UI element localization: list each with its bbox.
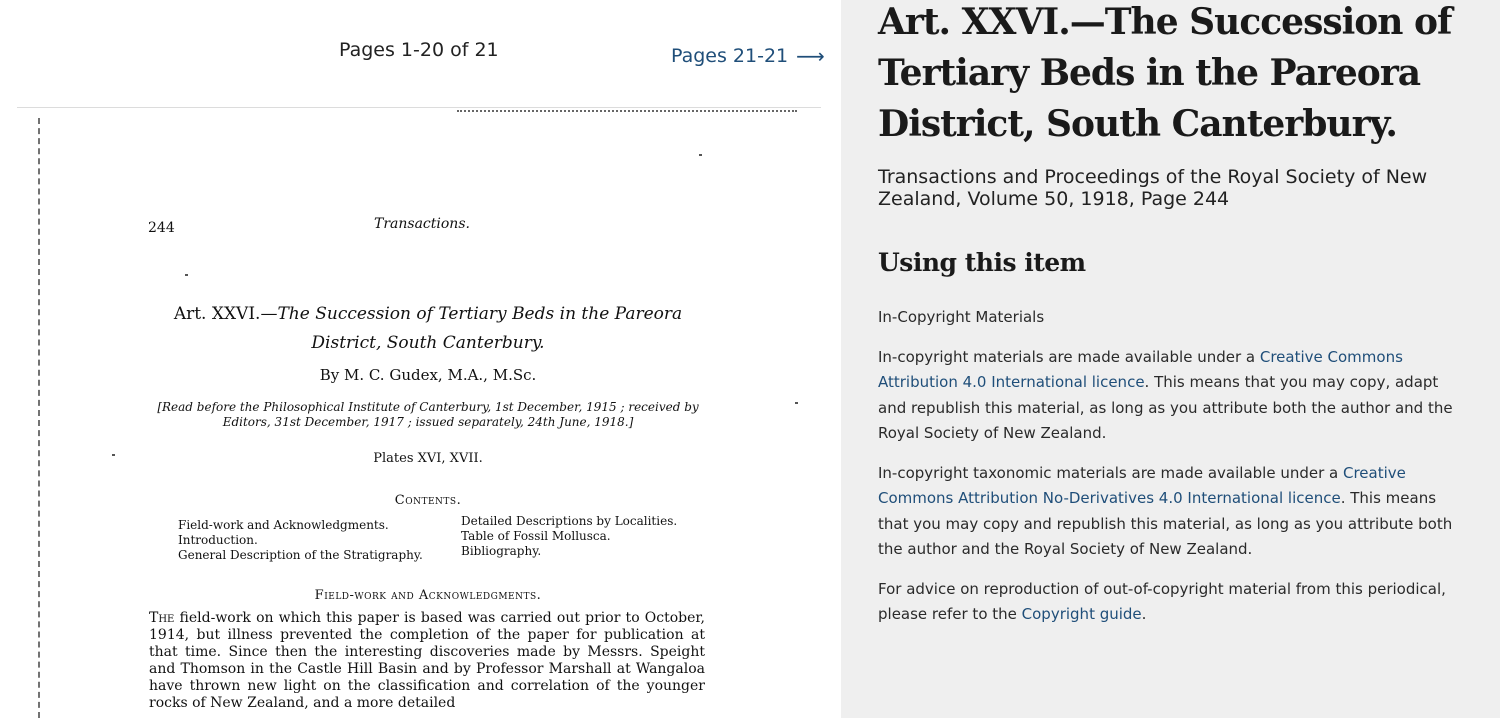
copyright-guide-link[interactable]: Copyright guide [1021, 605, 1142, 623]
scanned-page-image [17, 108, 821, 718]
scan-speck [795, 402, 798, 404]
taxonomic-licence-paragraph [878, 461, 1470, 563]
pager-next-link[interactable] [671, 45, 825, 67]
scan-left-edge [38, 118, 40, 718]
scan-body-first-word: The [149, 610, 175, 626]
item-title: Art. XXVI.—The Succession of Tertiary Beds in the Pareora District, South Canterbury. [878, 1, 1452, 145]
scan-body-paragraph: field-work on which this paper is based was carried out prior to October, 1914, but illness prevented the completion of the paper for publication at that time. Since then the interesting discoveries made by Messrs. Speight and Thomson in the Castle Hill Basin and by Professor Marshall at Wangaloa have thrown new light on the classification and correlation of the younger rocks of New Zealand, and a more detailed [149, 610, 706, 711]
scan-contents-item: Bibliography. [461, 544, 542, 558]
scan-contents-item: Field-work and Acknowledgments. [178, 518, 389, 532]
scan-contents-item: Detailed Descriptions by Localities. [461, 514, 678, 528]
scan-running-head: Transactions. [374, 216, 470, 232]
cc-by-nd-licence-link[interactable]: Creative Commons Attribution No-Derivatives 4.0 International licence [878, 463, 1406, 507]
licence-text: In-copyright taxonomic materials are made available under a [878, 463, 1343, 482]
scan-contents-left [178, 518, 423, 563]
pager-current-range: Pages 1-20 of 21 [339, 39, 499, 61]
scan-contents-item: Introduction. [178, 533, 258, 547]
scan-read-note: [Read before the Philosophical Institute of Canterbury, 1st December, 1915 ; received by Editors, 31st December, 1917 ; issued separately, 24th June, 1918.] [157, 400, 699, 429]
scan-article-number: Art. XXVI.— [173, 304, 278, 324]
item-source: Transactions and Proceedings of the Royal Society of New Zealand, Volume 50, 1918, Page 244 [878, 166, 1428, 210]
licence-paragraph [878, 345, 1470, 447]
advice-text: . [1141, 605, 1147, 623]
copyright-label: In-Copyright Materials [878, 308, 1045, 326]
scan-speck [185, 274, 188, 276]
using-item-heading: Using this item [878, 248, 1086, 277]
scan-byline: By M. C. Gudex, M.A., M.Sc. [319, 366, 537, 384]
copyright-advice-paragraph [878, 577, 1470, 628]
scan-top-rule [457, 110, 797, 112]
pager-next-label: Pages 21-21 [671, 45, 789, 67]
scan-contents-item: Table of Fossil Mollusca. [461, 529, 611, 543]
scan-contents-heading: Contents. [394, 493, 462, 508]
scan-article-title [150, 300, 706, 358]
licence-text: In-copyright materials are made available under a [878, 347, 1260, 366]
scan-page-number: 244 [148, 220, 175, 236]
arrow-right-icon: ⟶ [796, 44, 825, 68]
scan-body-text [149, 610, 705, 712]
scan-speck [699, 154, 702, 156]
cc-by-licence-link[interactable]: Creative Commons Attribution 4.0 International licence [878, 347, 1403, 391]
scan-plates: Plates XVI, XVII. [373, 451, 483, 466]
scan-contents-right [461, 514, 677, 559]
scan-section-heading: Field-work and Acknowledgments. [314, 588, 542, 603]
scan-article-title-text: The Succession of Tertiary Beds in the Pareora District, South Canterbury. [277, 304, 683, 353]
scan-contents-item: General Description of the Stratigraphy. [178, 548, 423, 562]
licence-text: . This means that you may copy and republish this material, as long as you attribute both the author and the Royal Society of New Zealand. [878, 489, 1453, 558]
scan-speck [112, 454, 115, 456]
licence-text: . This means that you may copy, adapt and republish this material, as long as you attribute both the author and the Royal Society of New Zealand. [878, 373, 1453, 442]
item-info-panel [841, 0, 1500, 718]
advice-text: For advice on reproduction of out-of-copyright material from this periodical, please refer to the [878, 579, 1446, 623]
